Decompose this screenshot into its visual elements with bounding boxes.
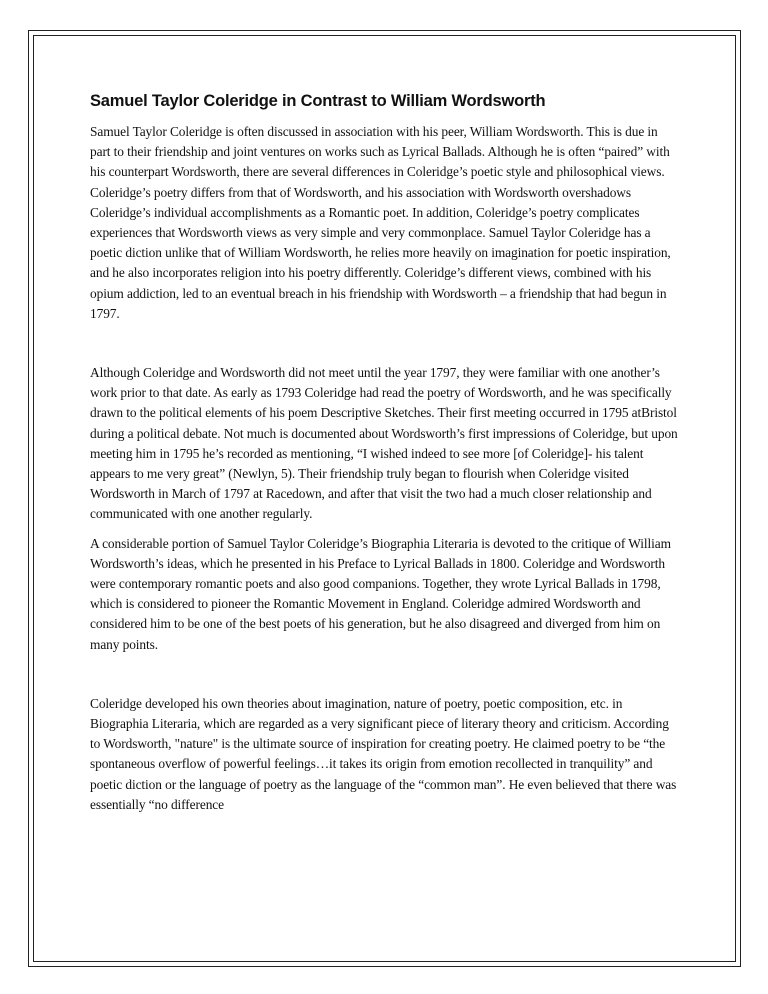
paragraph-1: Samuel Taylor Coleridge is often discussed in association with his peer, William Wordsworth. This is due in part to their friendship and joint ventures on works such as Lyrical Ballads. Although he is often “paired” with his counterpart Wordsworth, there are several differences in Coleridge’s poetic style and philosophical views. Coleridge’s poetry differs from that of Wordsworth, and his association with Wordsworth overshadows Coleridge’s individual accomplishments as a Romantic poet. In addition, Coleridge’s poetry complicates experiences that Wordsworth views as very simple and very commonplace. Samuel Taylor Coleridge has a poetic diction unlike that of William Wordsworth, he relies more heavily on imagination for poetic inspiration, and he also incorporates religion into his poetry differently. Coleridge’s different views, combined with his opium addiction, led to an eventual breach in his friendship with Wordsworth – a friendship that had begun in 1797.	[90, 124, 671, 321]
paragraph-spacer	[90, 655, 680, 694]
paragraph-spacer	[90, 525, 680, 534]
document-title: Samuel Taylor Coleridge in Contrast to William Wordsworth	[90, 92, 546, 110]
paragraph-4: Coleridge developed his own theories about imagination, nature of poetry, poetic composition, etc. in Biographia Literaria, which are regarded as a very significant piece of literary theory and criticism. According to Wordsworth, "nature" is the ultimate source of inspiration for creating poetry. He claimed poetry to be “the spontaneous overflow of powerful feelings…it takes its origin from emotion recollected in tranquility” and poetic diction or the language of poetry as the language of the “common man”. He even believed that there was essentially “no difference	[90, 695, 677, 812]
paragraph-spacer	[90, 324, 680, 363]
paragraph-2: Although Coleridge and Wordsworth did not meet until the year 1797, they were familiar with one another’s work prior to that date. As early as 1793 Coleridge had read the poetry of Wordsworth, and he was specifically drawn to the political elements of his poem Descriptive Sketches. Their first meeting occurred in 1795 atBristol during a political debate. Not much is documented about Wordsworth’s first impressions of Coleridge, but upon meeting him in 1795 he’s recorded as mentioning, “I wished indeed to see more [of Coleridge]- his talent appears to me very great” (Newlyn, 5). Their friendship truly began to flourish when Coleridge visited Wordsworth in March of 1797 at Racedown, and after that visit the two had a much closer relationship and communicated with one another regularly.	[90, 365, 678, 522]
document-body	[90, 90, 680, 815]
paragraph-3: A considerable portion of Samuel Taylor Coleridge’s Biographia Literaria is devoted to the critique of William Wordsworth’s ideas, which he presented in his Preface to Lyrical Ballads in 1800. Coleridge and Wordsworth were contemporary romantic poets and also good companions. Together, they wrote Lyrical Ballads in 1798, which is considered to pioneer the Romantic Movement in England. Coleridge admired Wordsworth and considered him to be one of the best poets of his generation, but he also disagreed and diverged from him on many points.	[90, 535, 671, 652]
